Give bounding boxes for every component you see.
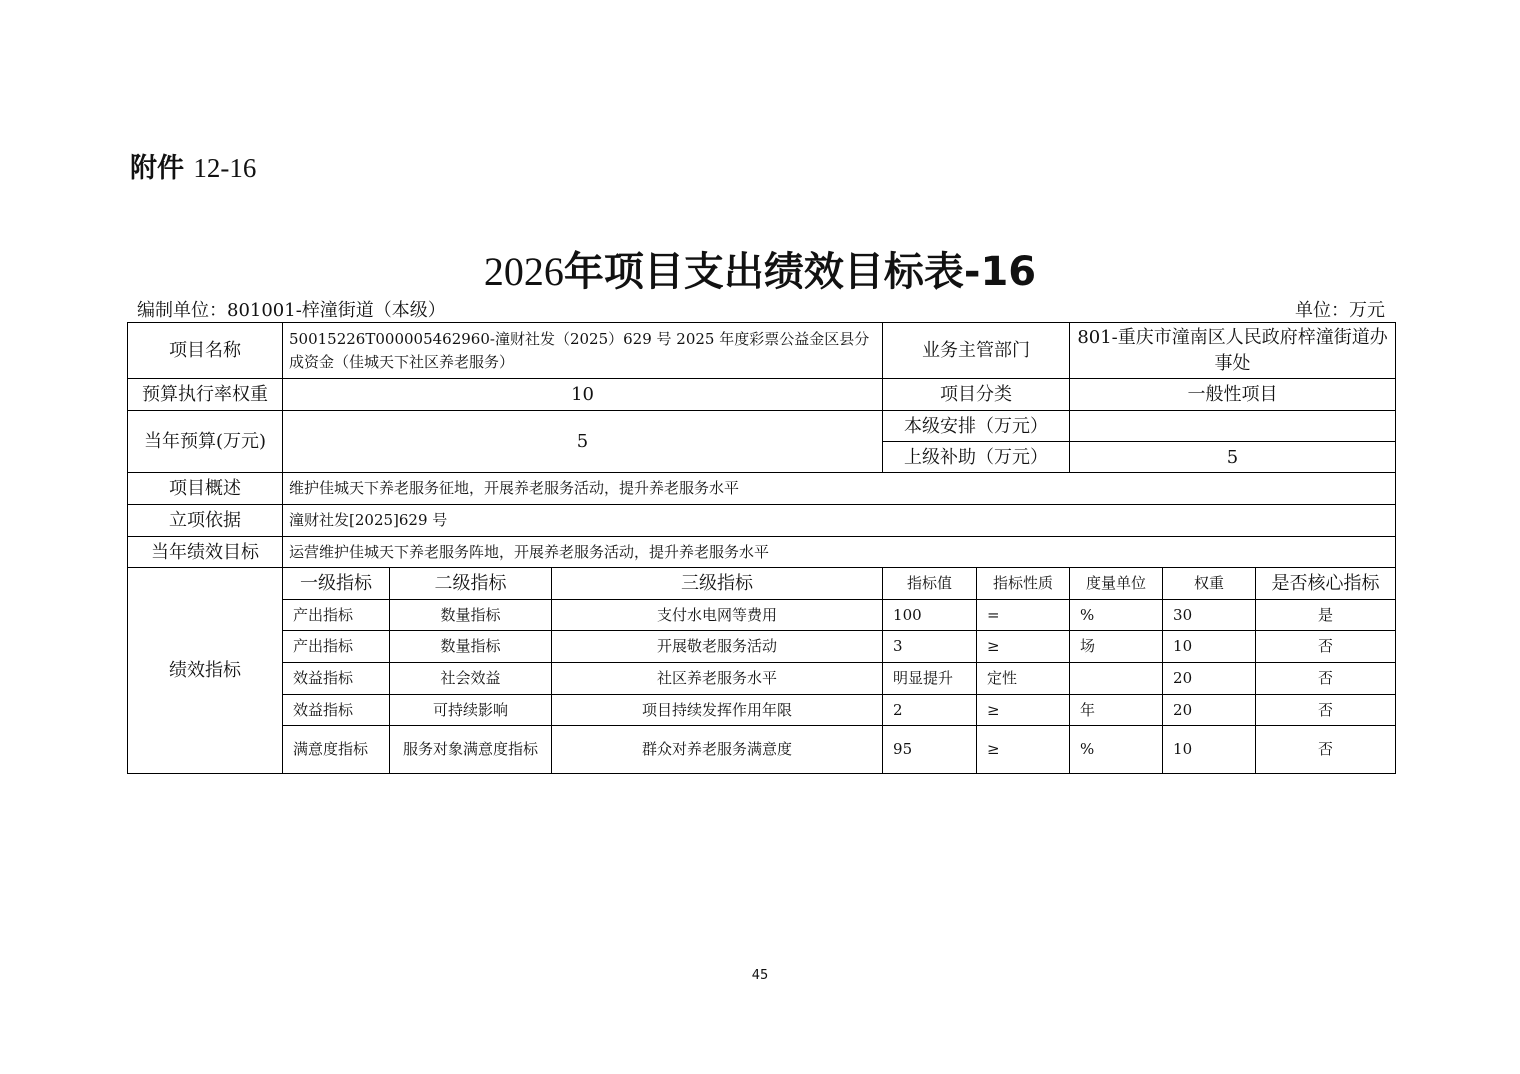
indicator-core: 否 (1256, 663, 1396, 695)
indicator-unit: % (1070, 600, 1163, 631)
indicator-value: 明显提升 (883, 663, 977, 695)
row-project-name (128, 323, 1396, 379)
indicator-core: 否 (1256, 631, 1396, 663)
attachment-number: 12-16 (193, 153, 257, 183)
row-overview (128, 473, 1396, 505)
indicator-value: 3 (883, 631, 977, 663)
title-year: 2026 (483, 249, 564, 294)
indicator-l2: 服务对象满意度指标 (390, 726, 552, 774)
indicator-weight: 10 (1163, 726, 1256, 774)
indicator-l3: 支付水电网等费用 (552, 600, 883, 631)
dept-label: 业务主管部门 (883, 323, 1070, 379)
category-label: 项目分类 (883, 379, 1070, 411)
dept-value: 801-重庆市潼南区人民政府梓潼街道办事处 (1070, 323, 1396, 379)
indicator-l1: 产出指标 (283, 600, 390, 631)
indicator-nature: = (977, 600, 1070, 631)
budget-label: 当年预算(万元) (128, 411, 283, 473)
indicator-unit: % (1070, 726, 1163, 774)
table-row (128, 726, 1396, 774)
project-name-value: 50015226T000005462960-潼财社发（2025）629 号 2025 年度彩票公益金区县分成资金（佳城天下社区养老服务） (283, 323, 883, 379)
local-label: 本级安排（万元） (883, 411, 1070, 442)
indicator-l3: 项目持续发挥作用年限 (552, 695, 883, 726)
table-row (128, 631, 1396, 663)
header-value: 指标值 (883, 568, 977, 600)
basis-value: 潼财社发[2025]629 号 (283, 505, 1396, 537)
indicator-l2: 可持续影响 (390, 695, 552, 726)
indicator-header-row (128, 568, 1396, 600)
indicator-l2: 数量指标 (390, 600, 552, 631)
indicator-value: 95 (883, 726, 977, 774)
indicator-l3: 社区养老服务水平 (552, 663, 883, 695)
indicator-l1: 产出指标 (283, 631, 390, 663)
indicator-l1: 效益指标 (283, 663, 390, 695)
attachment-text: 附件 (130, 153, 184, 184)
performance-table (127, 322, 1396, 774)
indicator-weight: 30 (1163, 600, 1256, 631)
header-l2: 二级指标 (390, 568, 552, 600)
page-number: 45 (751, 968, 769, 983)
indicator-nature: ≥ (977, 726, 1070, 774)
indicator-unit: 场 (1070, 631, 1163, 663)
project-name-label: 项目名称 (128, 323, 283, 379)
indicator-core: 否 (1256, 726, 1396, 774)
upper-value: 5 (1070, 442, 1396, 473)
header-core: 是否核心指标 (1256, 568, 1396, 600)
indicator-l3: 群众对养老服务满意度 (552, 726, 883, 774)
table-row (128, 663, 1396, 695)
indicator-l3: 开展敬老服务活动 (552, 631, 883, 663)
indicator-l2: 社会效益 (390, 663, 552, 695)
goal-value: 运营维护佳城天下养老服务阵地，开展养老服务活动，提升养老服务水平 (283, 537, 1396, 568)
header-weight: 权重 (1163, 568, 1256, 600)
weight-label: 预算执行率权重 (128, 379, 283, 411)
indicator-weight: 20 (1163, 663, 1256, 695)
currency-unit: 单位：万元 (1295, 300, 1385, 321)
header-l1: 一级指标 (283, 568, 390, 600)
budget-value: 5 (283, 411, 883, 473)
upper-label: 上级补助（万元） (883, 442, 1070, 473)
table-row (128, 600, 1396, 631)
header-l3: 三级指标 (552, 568, 883, 600)
overview-label: 项目概述 (128, 473, 283, 505)
indicator-nature: ≥ (977, 631, 1070, 663)
row-weight (128, 379, 1396, 411)
category-value: 一般性项目 (1070, 379, 1396, 411)
basis-label: 立项依据 (128, 505, 283, 537)
indicator-core: 否 (1256, 695, 1396, 726)
compiling-unit: 编制单位：801001-梓潼街道（本级） (137, 300, 446, 321)
indicator-weight: 10 (1163, 631, 1256, 663)
goal-label: 当年绩效目标 (128, 537, 283, 568)
header-nature: 指标性质 (977, 568, 1070, 600)
attachment-label (130, 146, 256, 185)
indicator-label: 绩效指标 (128, 568, 283, 774)
row-goal (128, 537, 1396, 568)
title-text: 年项目支出绩效目标表-16 (563, 249, 1037, 295)
indicator-l2: 数量指标 (390, 631, 552, 663)
weight-value: 10 (283, 379, 883, 411)
table-row (128, 695, 1396, 726)
overview-value: 维护佳城天下养老服务征地，开展养老服务活动，提升养老服务水平 (283, 473, 1396, 505)
indicator-value: 2 (883, 695, 977, 726)
indicator-unit (1070, 663, 1163, 695)
row-budget-local (128, 411, 1396, 442)
indicator-weight: 20 (1163, 695, 1256, 726)
indicator-nature: ≥ (977, 695, 1070, 726)
header-unit: 度量单位 (1070, 568, 1163, 600)
indicator-nature: 定性 (977, 663, 1070, 695)
indicator-unit: 年 (1070, 695, 1163, 726)
indicator-value: 100 (883, 600, 977, 631)
row-basis (128, 505, 1396, 537)
indicator-l1: 效益指标 (283, 695, 390, 726)
local-value (1070, 411, 1396, 442)
page-title (0, 240, 1520, 297)
indicator-l1: 满意度指标 (283, 726, 390, 774)
indicator-core: 是 (1256, 600, 1396, 631)
